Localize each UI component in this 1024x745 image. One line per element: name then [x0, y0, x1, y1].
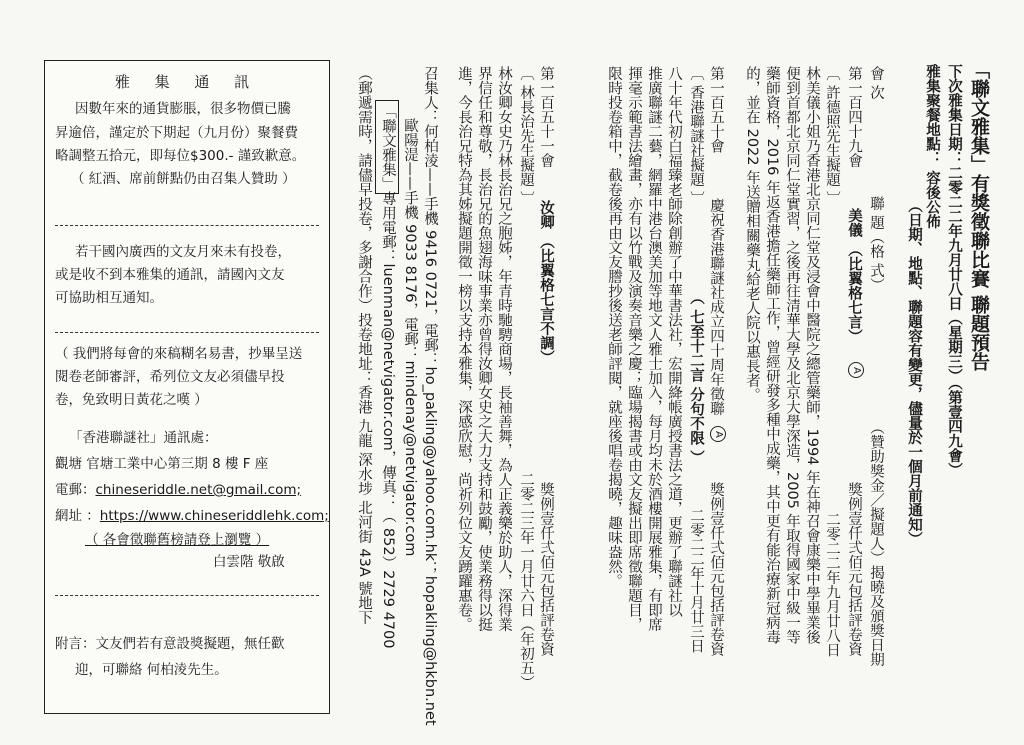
convenor2-line: 歐陽湜——手機 9033 8176，電郵：mindenay@netvigator.com — [402, 118, 418, 557]
item149-circle: A — [848, 362, 864, 378]
item151-body: 林汝卿女史乃林長治兄之胞姊，年青時馳騁商場，長袖善舞，為人正義樂於助人，深得業 — [496, 66, 512, 632]
footnote-line: 迎，可聯絡 何柏淩先生。 — [75, 662, 228, 678]
item149-body: 藥師資格，2016 年返香港擔任藥師工作，曾經研發多種中成藥，其中更有能治療新冠病毒 — [764, 66, 780, 645]
email-line: 「聯文雅集」專用電郵：luenman@netvigator.com，傳真：（ 852）2729 4700 — [380, 104, 396, 649]
notice-line: （ 紅酒、席前餅點仍由召集人贊助 ） — [71, 171, 296, 187]
notice-line: 閱卷老師審評，希列位文友必須儘早投 — [55, 369, 285, 385]
venue-note: （日期、地點、聯題容有變更，儘量於一個月前通知） — [906, 198, 922, 546]
web-note: （ 各會徵聯舊榜請登上瀏覽 ） — [85, 532, 270, 548]
item149-prize: 獎例壹仟弍佰元包括評卷資 — [846, 482, 862, 656]
notice-line: 卷，免致明日黃花之嘆 ） — [55, 392, 208, 408]
item150-topic: 慶祝香港聯謎社成立四十周年徵聯 — [708, 198, 724, 416]
item149-proposer: 〔 許德照先生擬題 〕 — [824, 66, 840, 206]
venue: 雅集聚餐地點： 容後公佈 — [924, 64, 940, 229]
email-row — [55, 479, 301, 501]
divider — [55, 225, 319, 226]
item151-body: 界信任和尊敬，長治兄的魚翅海味事業亦曾得汝卿女史之大力支持和鼓勵，使業務得以挺 — [476, 66, 492, 632]
convenor-line: 召集人：何柏淩——手機 9416 0721，電郵：ho_pakling@yahoo.com.hk；hopakling@hkbn.net — [422, 66, 438, 726]
signature: 白雲階 敬啟 — [213, 554, 285, 570]
item149-circle-wrap — [846, 362, 866, 378]
web-link[interactable]: https://www.chineseriddlehk.com; — [99, 508, 329, 524]
notice-line: 因數年來的通貨膨脹，很多物價已騰 — [75, 101, 291, 117]
next-date: 下次雅集日期：二零二二年九月廿八日（星期三）（第壹四九會） — [946, 64, 962, 478]
item149-body: 的，並在 2022 年送贈相關藥丸給老人院以惠長者。 — [744, 66, 760, 403]
table-header-topic: 聯 題（格 式） — [868, 196, 884, 293]
item151-date: 二零二三年一月廿六日（年初五） — [518, 472, 534, 690]
contact-heading: 「香港聯謎社」通訊處： — [69, 430, 218, 446]
item149-topic: 美儀 （比翼格七言） — [846, 208, 862, 344]
notice-line: 可協助相互通知。 — [55, 290, 163, 306]
notice-line: （ 我們將每會的來稿糊名易書，抄畢呈送 — [55, 346, 303, 362]
item150-body: 推廣聯謎二藝，網羅中港台澳美加等地文人雅士加入，每月均未於酒樓開展雅集，有即席 — [646, 66, 662, 632]
email-link[interactable]: chineseriddle.net@gmail.com; — [95, 482, 302, 498]
item150-format: （ 七至十二言 分句不限 ） — [688, 290, 704, 465]
item150-circle: A — [710, 426, 726, 442]
table-header-session: 會 次 — [868, 66, 884, 100]
web-row — [55, 505, 329, 527]
item149-date: 二零二二年九月廿八日 — [824, 512, 840, 657]
divider — [55, 332, 319, 333]
item151-title: 第一百五十一會 — [538, 66, 554, 168]
item150-prize: 獎例壹仟弍佰元包括評卷資 — [708, 482, 724, 656]
item151-proposer: 〔 林長治先生擬題 〕 — [518, 66, 534, 206]
footnote-line: 附言：文友們若有意設獎擬題，無任歡 — [55, 636, 285, 652]
web-label: 網址 ： — [55, 508, 100, 524]
item150-body: 揮毫示範書法繪畫，亦有以竹戰及演奏音樂之慶；臨場揭書或由文友擬出即席徵聯題目， — [626, 66, 642, 632]
post-line: （郵遞需時，請儘早投卷，多謝合作）投卷地址：香港 九龍 深水埗 北河街 43A 號地下 — [356, 66, 372, 625]
notice-title: 雅 集 通 訊 — [114, 73, 260, 91]
notice-line: 昇逾倍，謹定於下期起（九月份）聚餐費 — [55, 125, 298, 141]
item150-body: 限時投卷箱中，截卷後再由文友謄抄後送老師評閱，就座後唱卷揭曉，趣味盎然。 — [606, 66, 622, 588]
notice-box — [44, 60, 330, 714]
item151-body: 進，今長治兄特為其姊擬題開徵一榜以支持本雅集，深感欣慰，尚祈列位文友踴躍惠卷。 — [456, 66, 472, 632]
notice-line: 或是收不到本雅集的通訊，請國內文友 — [55, 267, 285, 283]
item149-title: 第一百四十九會 — [846, 66, 862, 168]
table-header-prize: （贊助獎金／擬題人）揭曉及頒獎日期 — [868, 420, 884, 667]
item150-circle-wrap — [708, 426, 728, 442]
item150-date: 二零二二年十月廿三日 — [688, 508, 704, 653]
item149-body: 便到首都北京同仁堂實習，之後再往清華大學及北京大學深造，2005 年取得國家中級一等 — [784, 66, 800, 645]
address: 觀塘 官塘工業中心第三期 8 樓 F 座 — [55, 456, 269, 472]
divider — [55, 595, 319, 596]
main-heading: 「聯文雅集」有獎徵聯比賽 聯題預告 — [968, 60, 990, 371]
item151-prize: 獎例壹仟弍佰元包括評卷資 — [538, 482, 554, 656]
item150-body: 八十年代初白福臻老師除創辦了中華書法社，宏開絳帳廣授書法之道，更辦了聯謎社以 — [666, 66, 682, 617]
notice-line: 略調整五拾元，即每位$300.- 謹致歉意。 — [55, 148, 306, 164]
email-label: 電郵： — [55, 482, 96, 498]
item151-topic: 汝卿 （比翼格七言不調） — [538, 200, 554, 365]
notice-line: 若干國內廣西的文友月來未有投卷， — [75, 244, 291, 260]
item150-proposer: 〔 香港聯謎社擬題 〕 — [688, 66, 704, 206]
item149-body: 林美儀小姐乃香港北京同仁堂及浸會中醫院之總管藥師，1994 年在神召會康樂中學畢業後 — [804, 66, 820, 645]
item150-title: 第一百五十會 — [708, 66, 724, 153]
